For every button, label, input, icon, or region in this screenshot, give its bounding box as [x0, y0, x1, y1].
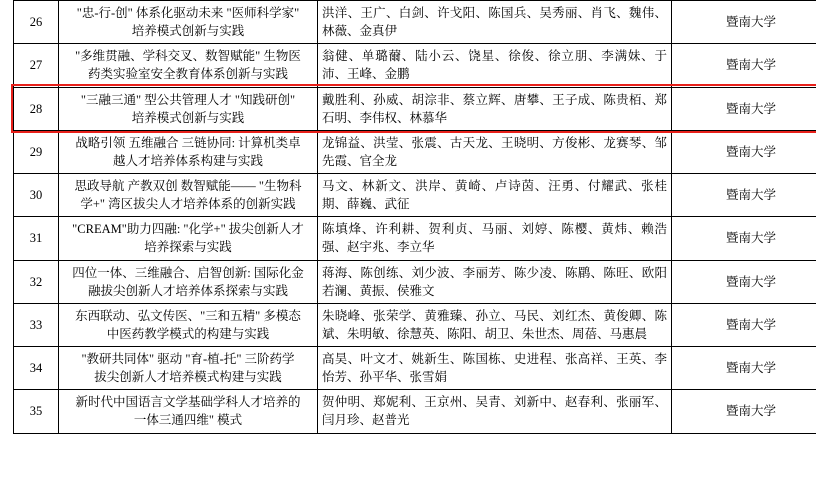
row-title [59, 347, 318, 390]
row-people [318, 130, 672, 173]
row-title-line: "CREAM"助力四融: "化学+" 拔尖创新人才 [72, 222, 304, 237]
row-unit: 暨南大学 [672, 217, 816, 260]
row-unit: 暨南大学 [672, 1, 816, 44]
row-title-line: 战略引领 五维融合 三链协同: 计算机类卓 [75, 135, 301, 150]
row-people [318, 174, 672, 217]
row-people [318, 217, 672, 260]
row-number: 26 [14, 1, 59, 44]
row-people [318, 44, 672, 87]
row-title-line: 新时代中国语言文学基础学科人才培养的 [75, 395, 301, 410]
row-number: 27 [14, 44, 59, 87]
row-title [59, 217, 318, 260]
row-title [59, 44, 318, 87]
row-title-line: "教研共同体" 驱动 "育-植-托" 三阶药学 [81, 352, 295, 366]
row-unit: 暨南大学 [672, 174, 816, 217]
table-row [14, 44, 816, 87]
row-title-line: 融拔尖创新人才培养体系探索与实践 [87, 283, 288, 298]
row-title-line: 学+" 湾区拔尖人才培养体系的创新实践 [80, 197, 296, 212]
row-people-text: 朱晓峰、张荣学、黄雅臻、孙立、马民、刘红杰、黄俊卿、陈斌、朱明敏、徐慧英、陈阳、胡卫、朱世杰、周蓓、马惠晨 [322, 308, 667, 341]
row-title-line: "三融三通" 型公共管理人才 "知践研创" [80, 92, 296, 107]
row-title [59, 130, 318, 173]
table-row [14, 130, 816, 173]
row-title-line: "忠-行-创" 体系化驱动未来 "医师科学家" [76, 6, 300, 20]
row-people [318, 347, 672, 390]
table-row [14, 390, 816, 433]
row-people-text: 龙锦益、洪莹、张震、古天龙、王晓明、方俊彬、龙赛琴、邹先霞、官全龙 [322, 135, 667, 168]
row-title-line: 拔尖创新人才培养模式构建与实践 [94, 370, 282, 385]
row-number: 35 [14, 390, 59, 433]
row-title-line: 一体三通四维" 模式 [133, 413, 243, 428]
row-unit: 暨南大学 [672, 44, 816, 87]
row-title [59, 1, 318, 44]
row-title-line: 东西联动、弘文传医、"三和五精" 多模态 [75, 308, 301, 323]
row-people-text: 翁健、单璐薾、陆小云、饶星、徐俊、徐立朋、李满妹、于沛、王峰、金鹏 [322, 49, 667, 82]
row-title-line: 思政导航 产教双创 数智赋能—— "生物科 [74, 179, 302, 193]
row-people-text: 马文、林新文、洪岸、黄崎、卢诗茵、汪勇、付耀武、张桂期、薛巍、武征 [322, 179, 667, 212]
row-title [59, 390, 318, 433]
row-title-line: 培养探索与实践 [144, 240, 232, 255]
row-people-text: 高昊、叶文才、姚新生、陈国栋、史进程、张高祥、王英、李怡芳、孙平华、张雪娟 [322, 352, 667, 385]
row-title [59, 87, 318, 130]
row-number: 32 [14, 260, 59, 303]
row-unit: 暨南大学 [672, 87, 816, 130]
row-title-line: 培养模式创新与实践 [131, 110, 245, 125]
row-people [318, 260, 672, 303]
row-number: 34 [14, 347, 59, 390]
table-row [14, 174, 816, 217]
row-number: 31 [14, 217, 59, 260]
row-title-line: 培养模式创新与实践 [131, 24, 245, 39]
row-people-text: 洪洋、王广、白剑、许戈阳、陈国兵、吴秀丽、肖飞、魏伟、林薇、金真伊 [322, 6, 667, 39]
row-people-text: 陈填烽、许利耕、贺利贞、马丽、刘婷、陈樱、黄炜、赖浩强、赵宇兆、李立华 [322, 222, 667, 255]
row-people [318, 303, 672, 346]
row-people [318, 87, 672, 130]
awards-table [13, 0, 816, 434]
row-title-line: 中医药教学模式的构建与实践 [106, 326, 270, 341]
table-row [14, 260, 816, 303]
row-people-text: 戴胜利、孙威、胡淙非、蔡立辉、唐攀、王子成、陈贵栢、郑石明、李伟权、林慕华 [322, 92, 667, 125]
table-row [14, 1, 816, 44]
row-title-line: 四位一体、三维融合、启智创新: 国际化金 [72, 265, 304, 280]
row-title-line: 药类实验室安全教育体系创新与实践 [87, 67, 288, 82]
row-unit: 暨南大学 [672, 260, 816, 303]
row-number: 30 [14, 174, 59, 217]
row-title-line: "多维贯融、学科交叉、数智赋能" 生物医 [75, 49, 301, 64]
row-title [59, 303, 318, 346]
row-people-text: 贺仲明、郑妮利、王京州、吴青、刘新中、赵春利、张丽军、闫月珍、赵普光 [322, 395, 667, 428]
table-row [14, 303, 816, 346]
row-title [59, 174, 318, 217]
row-unit: 暨南大学 [672, 303, 816, 346]
row-people-text: 蒋海、陈创练、刘少波、李丽芳、陈少凌、陈鹛、陈旺、欧阳若澜、黄振、侯雅文 [322, 265, 667, 298]
row-people [318, 390, 672, 433]
row-unit: 暨南大学 [672, 390, 816, 433]
table-row [14, 347, 816, 390]
table-body [14, 1, 816, 434]
row-unit: 暨南大学 [672, 130, 816, 173]
row-number: 33 [14, 303, 59, 346]
row-people [318, 1, 672, 44]
row-title-line: 越人才培养体系构建与实践 [112, 153, 263, 168]
table-row-highlighted [14, 87, 816, 130]
row-number: 28 [14, 87, 59, 130]
table-row [14, 217, 816, 260]
row-number: 29 [14, 130, 59, 173]
row-unit: 暨南大学 [672, 347, 816, 390]
row-title [59, 260, 318, 303]
